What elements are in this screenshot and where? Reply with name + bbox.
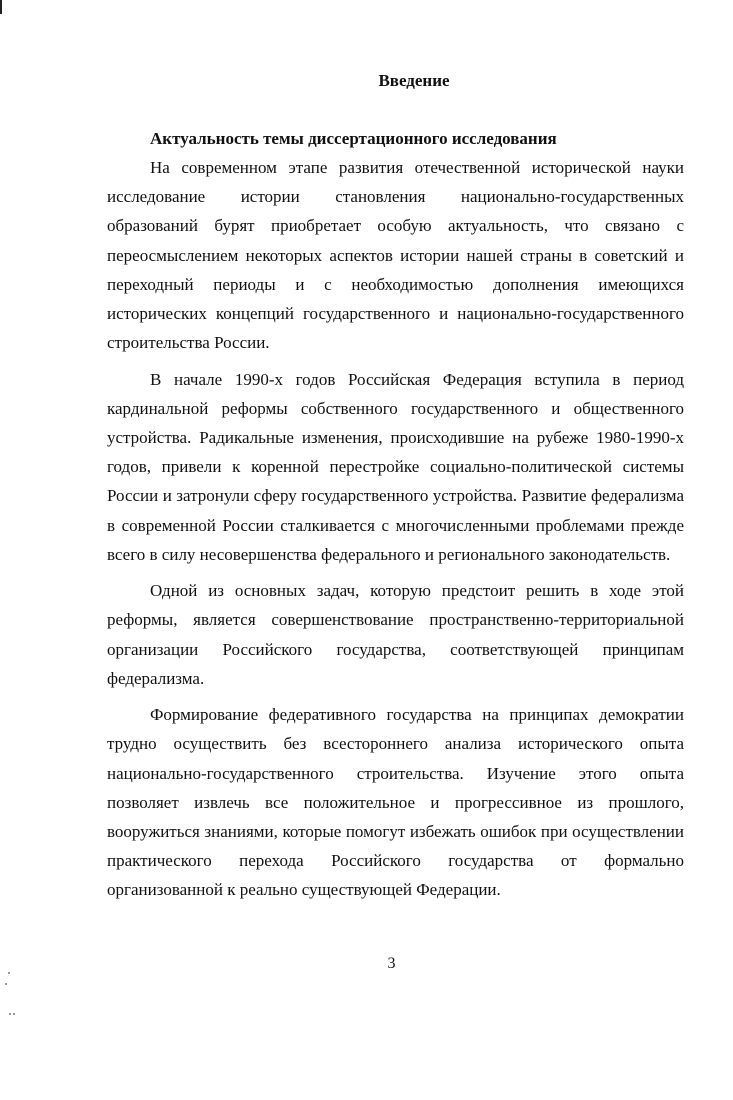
paragraph: Одной из основных задач, которую предстоит решить в ходе этой реформы, является совершенствование пространственно-территориальной организации Российского государства, соответствующей принципам федерализма. (107, 581, 684, 688)
page-title: Введение (378, 71, 450, 90)
paragraph: В начале 1990-х годов Российская Федерация вступила в период кардинальной реформы собственного государственного и общественного устройства. Радикальные изменения, происходившие на рубеже 1980-1990-х годов, привели к коренной перестройке социально-политической системы России и затронули сферу государственного устройства. Развитие федерализма в современной России сталкивается с многочисленными проблемами прежде всего в силу несовершенства федерального и регионального законодательств. (107, 369, 684, 564)
page-number: 3 (387, 955, 396, 972)
scan-edge-mark (0, 0, 2, 14)
paragraph: Формирование федеративного государства на принципах демократии трудно осуществить без всестороннего анализа исторического опыта национально-государственного строительства. Изучение этого опыта позволяет извлечь все положительное и прогрессивное из прошлого, вооружиться знаниями, которые помогут избежать ошибок при осуществлении практического перехода Российского государства от формально организованной к реально существующей Федерации. (107, 705, 684, 900)
scan-artifact (5, 983, 7, 985)
scan-artifact (13, 1013, 15, 1015)
paragraph: На современном этапе развития отечественной исторической науки исследование истории становления национально-государственных образований бурят приобретает особую актуальность, что связано с переосмыслением некоторых аспектов истории нашей страны в советский и переходный периоды и с необходимостью дополнения имеющихся исторических концепций государственного и национально-государственного строительства России. (107, 158, 684, 353)
section-heading: Актуальность темы диссертационного исследования (150, 129, 557, 148)
scan-artifact (9, 1013, 11, 1015)
body-text (107, 153, 684, 912)
